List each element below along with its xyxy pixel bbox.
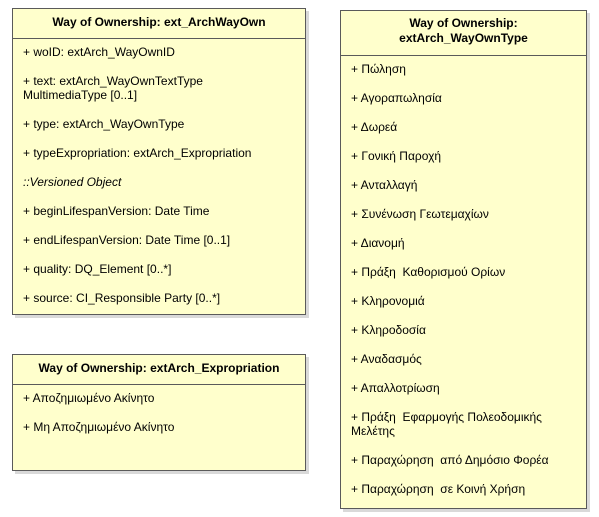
enum-value: + Γονική Παροχή (351, 149, 442, 163)
enum-value: + Αγοραπωλησία (351, 91, 442, 105)
attribute-quality: + quality: DQ_Element [0..*] (23, 262, 172, 276)
enum-value: + Πράξη Εφαρμογής Πολεοδομικής Μελέτης (351, 410, 542, 438)
class-title: Way of Ownership: ext_ArchWayOwn (13, 9, 305, 39)
enum-value: + Παραχώρηση σε Κοινή Χρήση (351, 482, 526, 496)
attribute-woid: + woID: extArch_WayOwnID (23, 45, 175, 59)
enum-value: + Κληρονομιά (351, 294, 425, 308)
attribute-type: + type: extArch_WayOwnType (23, 117, 185, 131)
enum-value: + Διανομή (351, 236, 405, 250)
class-title: Way of Ownership: extArch_Expropriation (13, 355, 305, 385)
enum-value: + Κληροδοσία (351, 323, 426, 337)
enum-value: + Συνένωση Γεωτεμαχίων (351, 207, 489, 221)
attribute-type-expropriation: + typeExpropriation: extArch_Expropriation (23, 146, 252, 160)
enum-value: + Αναδασμός (351, 352, 422, 366)
class-title-line2: extArch_WayOwnType (399, 31, 528, 45)
class-ext-archwayown[interactable] (12, 8, 306, 315)
enum-value: + Αποζημιωμένο Ακίνητο (23, 391, 155, 405)
enum-value: + Ανταλλαγή (351, 178, 418, 192)
attribute-begin-lifespan: + beginLifespanVersion: Date Time (23, 204, 210, 218)
enum-value: + Πώληση (351, 62, 406, 76)
class-extarch-expropriation[interactable] (12, 354, 306, 471)
attribute-list (341, 56, 586, 496)
attribute-list (13, 39, 305, 305)
attribute-list (13, 385, 305, 434)
attribute-end-lifespan: + endLifespanVersion: Date Time [0..1] (23, 233, 231, 247)
stereotype-versioned-object: ::Versioned Object (23, 175, 122, 189)
attribute-source: + source: CI_Responsible Party [0..*] (23, 291, 221, 305)
class-title-line1: Way of Ownership: (409, 16, 518, 30)
enum-value: + Δωρεά (351, 120, 398, 134)
enum-value: + Πράξη Καθορισμού Ορίων (351, 265, 506, 279)
attribute-text: + text: extArch_WayOwnTextType MultimediaType [0..1] (23, 74, 203, 102)
enum-value: + Μη Αποζημιωμένο Ακίνητο (23, 420, 175, 434)
class-title (341, 11, 586, 56)
class-extarch-wayowntype[interactable] (340, 10, 587, 509)
enum-value: + Παραχώρηση από Δημόσιο Φορέα (351, 453, 549, 467)
enum-value: + Απαλλοτρίωση (351, 381, 440, 395)
